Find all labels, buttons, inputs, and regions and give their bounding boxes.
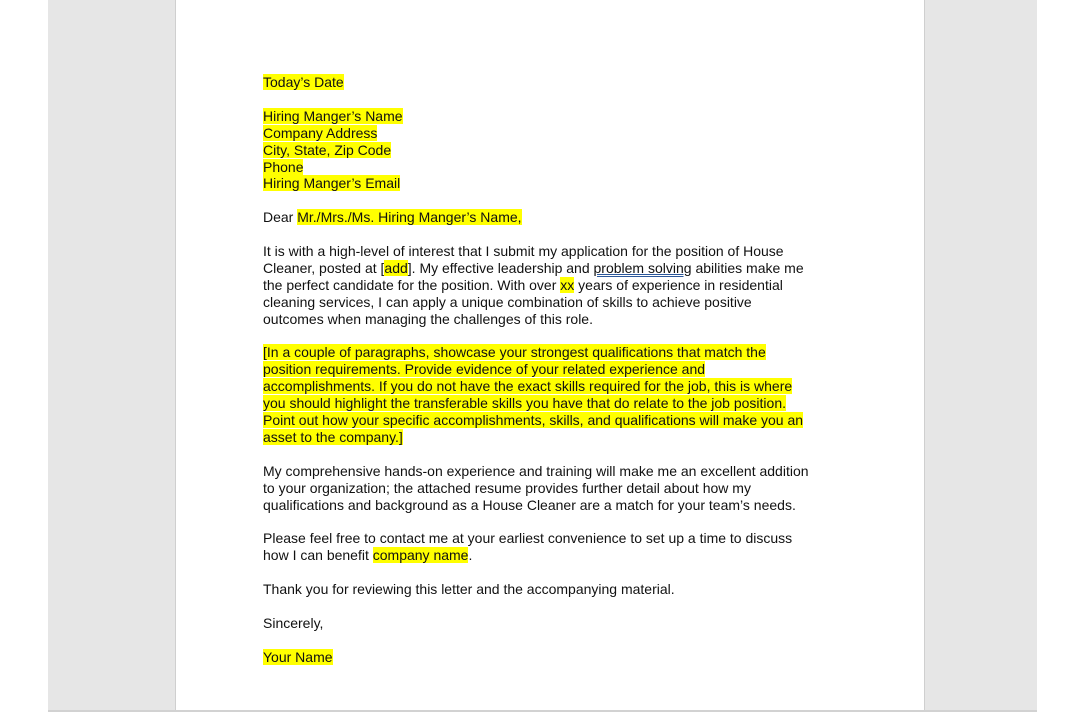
text: the perfect candidate for the position. With over — [263, 276, 561, 293]
text: . — [468, 547, 473, 564]
text: Cleaner, posted at [ — [263, 259, 385, 276]
recipient-address: Company Address — [263, 124, 378, 141]
closing: Sincerely, — [263, 614, 324, 631]
recipient-phone: Phone — [263, 158, 304, 175]
text-line: to your organization; the attached resume provides further detail about how my — [263, 479, 751, 496]
document-page[interactable] — [175, 0, 925, 710]
text-line: [In a couple of paragraphs, showcase your strongest qualifications that match the — [263, 344, 766, 361]
recipient-name: Hiring Manger’s Name — [263, 107, 403, 124]
source-placeholder: add — [384, 259, 408, 276]
text: how I can benefit — [263, 547, 373, 564]
date-placeholder: Today’s Date — [263, 74, 344, 90]
text-line — [263, 277, 863, 294]
recipient-city: City, State, Zip Code — [263, 141, 392, 158]
text-line: cleaning services, I can apply a unique combination of skills to achieve positive — [263, 293, 752, 310]
company-placeholder: company name — [372, 547, 469, 564]
paragraph-intro — [263, 243, 863, 328]
text: abilities make me — [691, 259, 804, 276]
years-placeholder: xx — [560, 276, 575, 293]
text-line — [263, 260, 863, 277]
letter-body[interactable] — [263, 74, 863, 682]
salutation — [263, 209, 863, 226]
text-line — [263, 547, 863, 564]
text: years of experience in residential — [574, 276, 783, 293]
text: ]. My effective leadership and — [407, 259, 594, 276]
text-line: It is with a high-level of interest that I submit my application for the position of House — [263, 243, 784, 260]
text-line: asset to the company.] — [263, 428, 403, 445]
text-line: position requirements. Provide evidence of your related experience and — [263, 361, 706, 378]
paragraph-thanks: Thank you for reviewing this letter and the accompanying material. — [263, 581, 675, 598]
paragraph-experience — [263, 463, 863, 514]
text-line: Please feel free to contact me at your earliest convenience to set up a time to discuss — [263, 530, 793, 547]
signature — [263, 649, 863, 666]
paragraph-qualifications-placeholder — [263, 344, 863, 445]
grammar-flag[interactable]: problem solving — [593, 259, 692, 276]
text-line: My comprehensive hands-on experience and training will make me an excellent addition — [263, 462, 809, 479]
text-line: qualifications and background as a House Cleaner are a match for your team’s needs. — [263, 496, 796, 513]
signature-placeholder: Your Name — [263, 648, 333, 665]
salutation-prefix: Dear — [263, 209, 298, 226]
salutation-name: Mr./Mrs./Ms. Hiring Manger’s Name, — [297, 209, 522, 226]
text-line: Point out how your specific accomplishments, skills, and qualifications will make you an — [263, 412, 804, 429]
recipient-block — [263, 108, 863, 193]
text-line: you should highlight the transferable skills you have that do relate to the job position. — [263, 395, 786, 412]
text-line: outcomes when managing the challenges of this role. — [263, 310, 593, 327]
recipient-email: Hiring Manger’s Email — [263, 175, 401, 192]
date-line — [263, 74, 863, 91]
text-line: accomplishments. If you do not have the exact skills required for the job, this is where — [263, 378, 793, 395]
paragraph-contact — [263, 530, 863, 564]
